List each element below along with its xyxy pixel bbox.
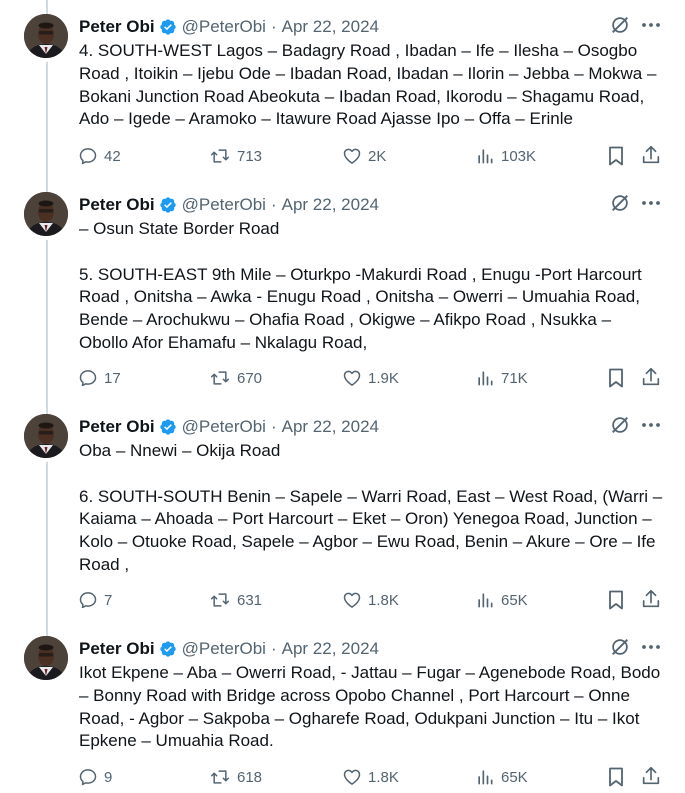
reply-icon: [78, 767, 98, 787]
author-name[interactable]: Peter Obi: [79, 417, 155, 436]
more-icon[interactable]: [639, 14, 663, 36]
author-name[interactable]: Peter Obi: [79, 639, 155, 658]
more-icon[interactable]: [639, 636, 663, 658]
repost-count: 670: [237, 369, 263, 387]
repost-button[interactable]: [209, 366, 262, 390]
repost-icon: [209, 767, 231, 787]
bookmark-icon[interactable]: [606, 367, 626, 394]
like-count: 1.8K: [368, 591, 399, 609]
reply-icon: [78, 368, 98, 388]
tweet-text: Ikot Ekpene – Aba – Owerri Road, - Jattau – Fugar – Agenebode Road, Bodo – Bonny Road with Bridge across Opobo Channel , Port Harcourt – Onne Road, - Agbor – Sakpoba – Ogharefe Road, Odukpani Junction – Itu – Ikot Epkene – Umuahia Road.: [79, 663, 661, 751]
reply-button[interactable]: [78, 588, 112, 612]
author-handle[interactable]: @PeterObi: [181, 639, 266, 658]
share-icon[interactable]: [640, 366, 662, 393]
tweet-date[interactable]: Apr 22, 2024: [281, 17, 379, 36]
bookmark-icon[interactable]: [606, 589, 626, 616]
reply-button[interactable]: [78, 144, 121, 168]
tweet-text: 4. SOUTH-WEST Lagos – Badagry Road , Ibadan – Ife – Ilesha – Osogbo Road , Itoikin – Ijebu Ode – Ibadan Road, Ibadan – Ilorin – Jebba – Mokwa – Bokani Junction Road Abeokuta – Ibadan Road, Ikorodu – Shagamu Road, Ado – Igede – Aramoko – Itawure Road Ajasse Ipo – Offa – Erinle: [79, 41, 657, 129]
reply-count: 42: [104, 147, 121, 165]
like-button[interactable]: [342, 144, 386, 168]
repost-count: 631: [237, 591, 263, 609]
reply-count: 7: [104, 591, 113, 609]
tweet-actions: [0, 765, 685, 789]
repost-icon: [209, 368, 231, 388]
grok-icon[interactable]: [609, 192, 631, 214]
author-handle[interactable]: @PeterObi: [181, 417, 266, 436]
views-icon: [475, 767, 495, 787]
views-count: 65K: [501, 768, 528, 786]
views-count: 65K: [501, 591, 528, 609]
repost-icon: [209, 146, 231, 166]
author-name[interactable]: Peter Obi: [79, 17, 155, 36]
avatar[interactable]: [24, 636, 68, 680]
tweet-date[interactable]: Apr 22, 2024: [281, 195, 379, 214]
reply-icon: [78, 590, 98, 610]
repost-button[interactable]: [209, 765, 262, 789]
tweet-text: Oba – Nnewi – Okija Road 6. SOUTH-SOUTH Benin – Sapele – Warri Road, East – West Road, (Warri – Kaiama – Ahoada – Port Harcourt – Eket – Oron) Yenegoa Road, Junction – Kolo – Otuoke Road, Sapele – Agbor – Ewu Road, Benin – Akure – Ore – Ife Road ,: [79, 441, 663, 574]
verified-badge-icon: [159, 640, 177, 658]
avatar[interactable]: [24, 414, 68, 458]
more-icon[interactable]: [639, 192, 663, 214]
verified-badge-icon: [159, 196, 177, 214]
views-button[interactable]: [475, 144, 536, 168]
views-count: 103K: [501, 147, 537, 165]
views-icon: [475, 146, 495, 166]
verified-badge-icon: [159, 18, 177, 36]
reply-count: 17: [104, 369, 121, 387]
like-count: 1.9K: [368, 369, 399, 387]
separator-dot: ·: [270, 195, 277, 214]
grok-icon[interactable]: [609, 14, 631, 36]
repost-button[interactable]: [209, 588, 262, 612]
separator-dot: ·: [270, 417, 277, 436]
tweet-actions: [0, 366, 685, 390]
grok-icon[interactable]: [609, 414, 631, 436]
avatar[interactable]: [24, 14, 68, 58]
share-icon[interactable]: [640, 144, 662, 171]
separator-dot: ·: [270, 639, 277, 658]
like-button[interactable]: [342, 588, 399, 612]
reply-icon: [78, 146, 98, 166]
repost-button[interactable]: [209, 144, 262, 168]
like-count: 2K: [368, 147, 387, 165]
thread-connector: [46, 0, 48, 14]
like-button[interactable]: [342, 366, 399, 390]
reply-button[interactable]: [78, 765, 112, 789]
reply-count: 9: [104, 768, 113, 786]
tweet-actions: [0, 588, 685, 612]
views-button[interactable]: [475, 765, 528, 789]
views-button[interactable]: [475, 588, 528, 612]
like-icon: [342, 767, 362, 787]
share-icon[interactable]: [640, 588, 662, 615]
tweet-actions: [0, 144, 685, 168]
separator-dot: ·: [270, 17, 277, 36]
grok-icon[interactable]: [609, 636, 631, 658]
like-icon: [342, 146, 362, 166]
views-count: 71K: [501, 369, 528, 387]
repost-icon: [209, 590, 231, 610]
avatar[interactable]: [24, 192, 68, 236]
like-icon: [342, 590, 362, 610]
like-icon: [342, 368, 362, 388]
views-icon: [475, 590, 495, 610]
share-icon[interactable]: [640, 765, 662, 792]
verified-badge-icon: [159, 418, 177, 436]
tweet-date[interactable]: Apr 22, 2024: [281, 639, 379, 658]
repost-count: 713: [237, 147, 263, 165]
author-handle[interactable]: @PeterObi: [181, 17, 266, 36]
like-button[interactable]: [342, 765, 399, 789]
author-name[interactable]: Peter Obi: [79, 195, 155, 214]
reply-button[interactable]: [78, 366, 121, 390]
like-count: 1.8K: [368, 768, 399, 786]
thread-connector: [46, 62, 48, 192]
tweet-date[interactable]: Apr 22, 2024: [281, 417, 379, 436]
views-icon: [475, 368, 495, 388]
tweet-text: – Osun State Border Road 5. SOUTH-EAST 9th Mile – Oturkpo -Makurdi Road , Enugu -Port Harcourt Road , Onitsha – Awka - Enugu Road , Onitsha – Owerri – Umuahia Road, Bende – Arochukwu – Ohafia Road , Okigwe – Afikpo Road , Nsukka – Obollo Afor Ehamafu – Nkalagu Road,: [79, 219, 642, 352]
bookmark-icon[interactable]: [606, 766, 626, 793]
author-handle[interactable]: @PeterObi: [181, 195, 266, 214]
more-icon[interactable]: [639, 414, 663, 436]
views-button[interactable]: [475, 366, 528, 390]
repost-count: 618: [237, 768, 263, 786]
bookmark-icon[interactable]: [606, 145, 626, 172]
